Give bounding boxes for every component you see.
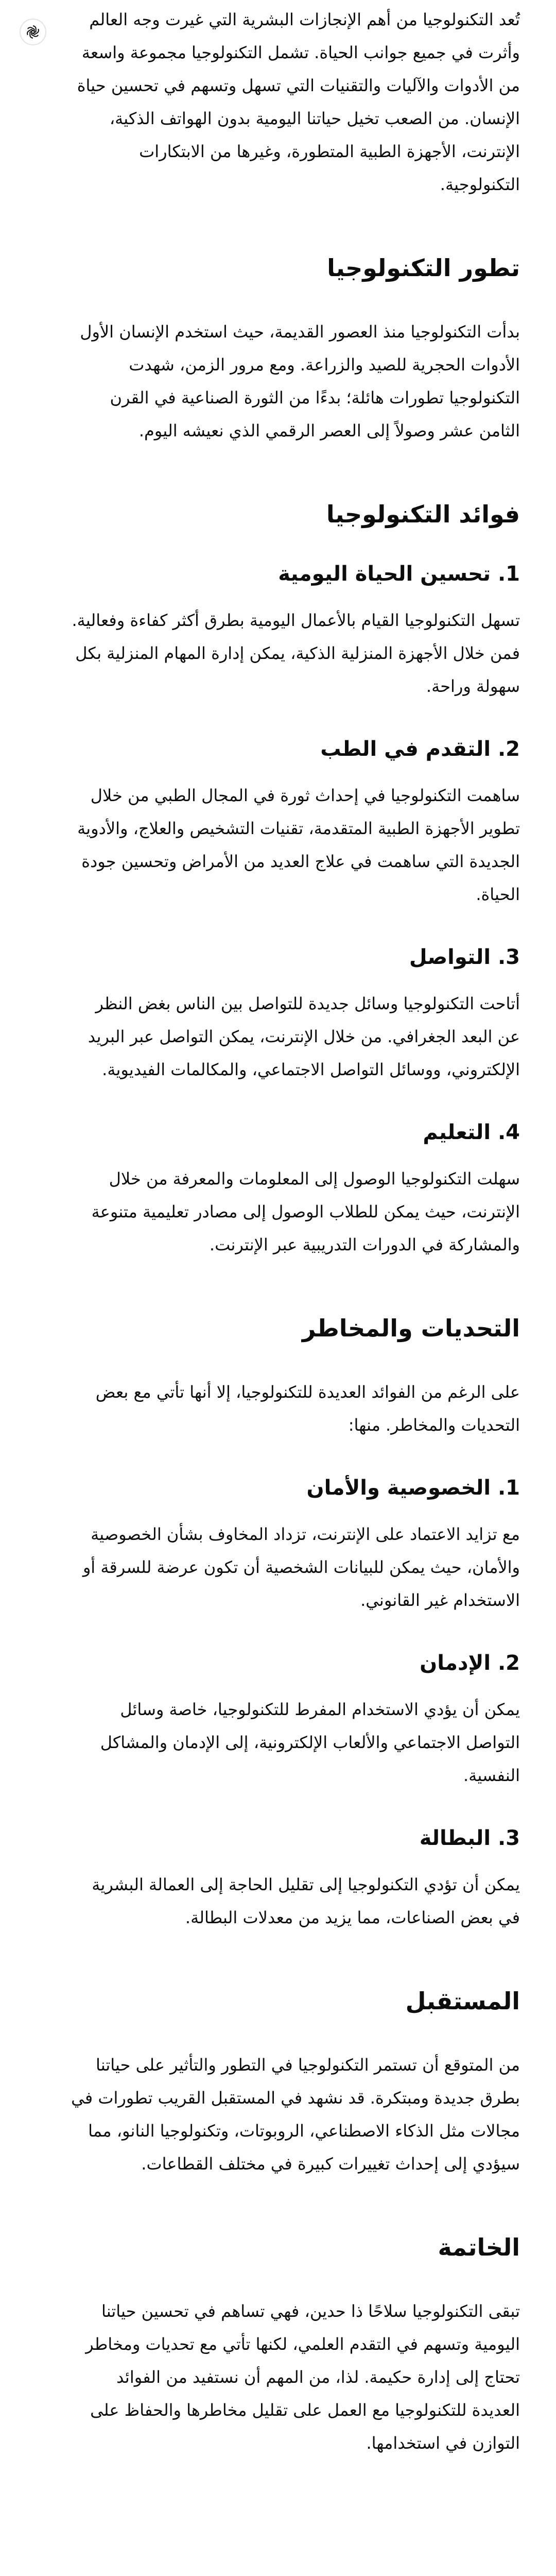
evolution-paragraph: بدأت التكنولوجيا منذ العصور القديمة، حيث استخدم الإنسان الأول الأدوات الحجرية للصيد والزراعة. ومع مرور الزمن، شهدت التكنولوجيا تطورات هائلة؛ بدءًا من الثورة الصناعية في القرن الثامن عشر وصولاً إلى العصر الرقمي الذي نعيشه اليوم. xyxy=(80,322,520,440)
benefit-body-daily-life: تسهل التكنولوجيا القيام بالأعمال اليومية بطرق أكثر كفاءة وفعالية. فمن خلال الأجهزة المنزلية الذكية، يمكن إدارة المهام المنزلية بكل سهولة وراحة. xyxy=(72,611,520,696)
benefit-title-medicine: 2. التقدم في الطب xyxy=(320,737,520,761)
intro-paragraph: تُعد التكنولوجيا من أهم الإنجازات البشرية التي غيرت وجه العالم وأثرت في جميع جوانب الحياة. تشمل التكنولوجيا مجموعة واسعة من الأدوات والآليات والتقنيات التي تسهل وتسهم في تحسين حياة الإنسان. من الصعب تخيل حياتنا اليومية بدون الهواتف الذكية، الإنترنت، الأجهزة الطبية المتطورة، وغيرها من الابتكارات التكنولوجية. xyxy=(77,10,520,194)
benefit-title-education: 4. التعليم xyxy=(423,1121,520,1144)
challenge-body-addiction: يمكن أن يؤدي الاستخدام المفرط للتكنولوجيا، خاصة وسائل التواصل الاجتماعي والألعاب الإلكترونية، إلى الإدمان والمشاكل النفسية. xyxy=(100,1700,520,1785)
future-paragraph: من المتوقع أن تستمر التكنولوجيا في التطور والتأثير على حياتنا بطرق جديدة ومبتكرة. قد نشهد في المستقبل القريب تطورات في مجالات مثل الذكاء الاصطناعي، الروبوتات، وتكنولوجيا النانو، مما سيؤدي إلى إحداث تغييرات كبيرة في مختلف القطاعات. xyxy=(71,2055,520,2174)
heading-conclusion: الخاتمة xyxy=(438,2233,520,2261)
challenge-body-unemployment: يمكن أن تؤدي التكنولوجيا إلى تقليل الحاجة إلى العمالة البشرية في بعض الصناعات، مما يزيد من معدلات البطالة. xyxy=(92,1875,520,1927)
assistant-avatar xyxy=(20,19,46,45)
benefit-body-medicine: ساهمت التكنولوجيا في إحداث ثورة في المجال الطبي من خلال تطوير الأجهزة الطبية المتقدمة، تقنيات التشخيص والعلاج، والأدوية الجديدة التي ساهمت في علاج العديد من الأمراض وتحسين جودة الحياة. xyxy=(77,786,520,904)
openai-logo-icon xyxy=(25,24,41,40)
benefit-body-communication: أتاحت التكنولوجيا وسائل جديدة للتواصل بين الناس بغض النظر عن البعد الجغرافي. من خلال الإنترنت، يمكن التواصل عبر البريد الإلكتروني، ووسائل التواصل الاجتماعي، والمكالمات الفيديوية. xyxy=(88,994,520,1079)
challenge-body-privacy: مع تزايد الاعتماد على الإنترنت، تزداد المخاوف بشأن الخصوصية والأمان، حيث يمكن للبيانات الشخصية أن تكون عرضة للسرقة أو الاستخدام غير القانوني. xyxy=(82,1524,520,1610)
assistant-message xyxy=(68,0,520,2460)
heading-evolution: تطور التكنولوجيا xyxy=(327,254,520,282)
benefit-body-education: سهلت التكنولوجيا الوصول إلى المعلومات والمعرفة من خلال الإنترنت، حيث يمكن للطلاب الوصول إلى مصادر تعليمية متنوعة والمشاركة في الدورات التدريبية عبر الإنترنت. xyxy=(91,1169,520,1255)
heading-challenges: التحديات والمخاطر xyxy=(302,1314,520,1342)
challenge-title-addiction: 2. الإدمان xyxy=(420,1651,520,1675)
heading-benefits: فوائد التكنولوجيا xyxy=(326,500,520,528)
challenge-title-privacy: 1. الخصوصية والأمان xyxy=(306,1476,520,1500)
challenge-title-unemployment: 3. البطالة xyxy=(419,1826,520,1850)
heading-future: المستقبل xyxy=(405,1987,520,2015)
benefit-title-communication: 3. التواصل xyxy=(409,945,520,969)
challenges-paragraph: على الرغم من الفوائد العديدة للتكنولوجيا، إلا أنها تأتي مع بعض التحديات والمخاطر. منها: xyxy=(95,1382,520,1435)
benefit-title-daily-life: 1. تحسين الحياة اليومية xyxy=(278,562,520,586)
conclusion-paragraph: تبقى التكنولوجيا سلاحًا ذا حدين، فهي تساهم في تحسين حياتنا اليومية وتسهم في التقدم العلمي، لكنها تأتي مع تحديات ومخاطر تحتاج إلى إدارة حكيمة. لذا، من المهم أن نستفيد من الفوائد العديدة للتكنولوجيا مع العمل على تقليل مخاطرها والحفاظ على التوازن في استخدامها. xyxy=(85,2301,520,2453)
